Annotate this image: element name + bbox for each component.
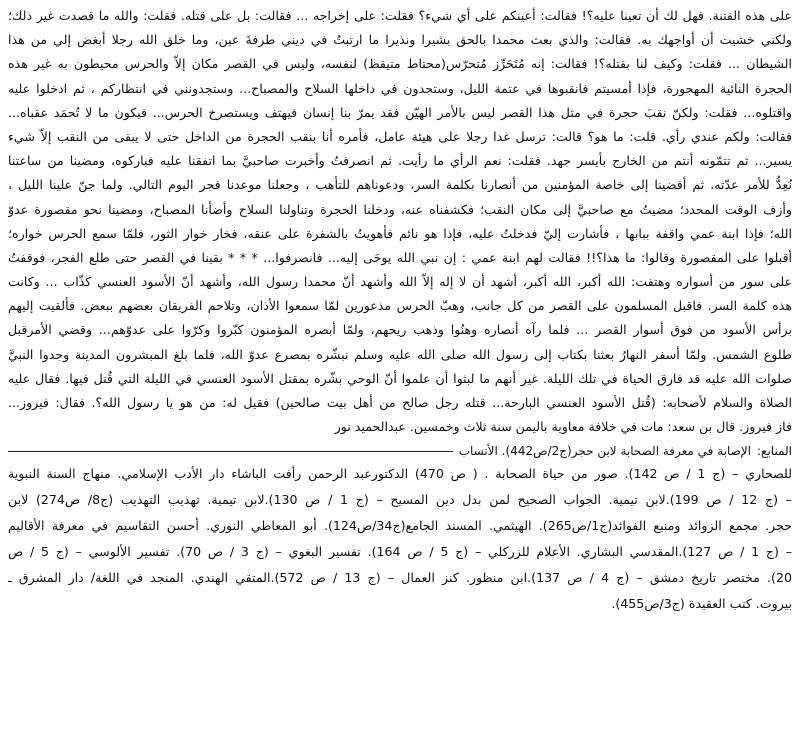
body-line: وأزف الوقت المحدد؛ مضيتُ مع صاحبيَّ إلى مكان النقب؛ فكشفناه عنه، ودخلنا الحجرة وتناولنا السلاح وأضأنا المصباح، ومضينا نحو مقصورة عدوّ — [8, 201, 792, 217]
body-line: الشيطان ... فقلت: وكيف لنا بقتله؟! فقالت: إنه مُتَحَرِّز مُتحرّس(محتاط متيقظ) لنفسه، وليس في القصر مكان إلاّ والحرس محيطون به غير هذه — [8, 56, 792, 72]
body-line: نُعِدُّ للأمر عدّته. ثم أفضينا إلى خاصة المؤمنين من أنصارنا بكلمة السر، ودعوناهم للتأهب ، وجعلنا موعدنا فجر اليوم التالي. ولما جنّ علينا الليل ، — [8, 177, 792, 193]
body-line: ولكني خشيت أن أواجهك به. فقالت: والذي بعث محمدا بالحق بشيرا ونذيرا ما ارتبتُ في ديني طرفةَ عين، وما خلق الله رجلا أبغض إلي من هذا — [8, 32, 792, 48]
body-line: واقتلوه... فقلت: ولكنّ نقبَ حجرة في مثل هذا القصر ليس بالأمر الهيّن فقد يمرّ بنا إنسان فيهتف ويستصرخ الحرس... فيكون ما لا تُحمَد عقباه... — [8, 104, 792, 120]
sources-divider — [8, 451, 453, 452]
source-line: – (ج 12 / ص 199).لابن تيمية. الجواب الصحيح لمن بدل دين المسيح – (ج 1 / ص 130).لابن تيمية. تهذيب التهذيب (ج8/ ص274) لابن — [8, 492, 792, 508]
body-line: برأس الأسود من فوق أسوار القصر ... فلما رآه أنصاره وهنُوا وذهب ريحهم، ولمّا أبصره المؤمنون كبّروا وكرّوا على عدوّهم... وقضي الأمرقبل — [8, 322, 792, 338]
body-line: الحجرة النائية المهجورة، فإذا أمسيتم فانقبوها في عتمة الليل، وستجدون في داخلها السلاح والمصباح... وستجدونني في انتظاركم ، ثم ادخلوا عليه — [8, 80, 792, 96]
body-line: يسير... ثم تتمّونه أنتم من الخارج بأيسر جهد. فقلت: نعم الرأي ما رأيت. ثم انصرفتُ وأخبرت صاحبيَّ بما اتفقنا عليه فباركوه، ومضينا من ساعتنا — [8, 153, 792, 169]
article-body — [8, 4, 792, 439]
sources-header — [8, 441, 792, 461]
sources-list — [8, 461, 792, 617]
sources-first-line: الإصابة في معرفة الصحابة لابن حجر(ج2/ص442). الأنساب — [458, 444, 752, 459]
source-line: بيروت. كتب العقيدة (ج3/ص455). — [611, 596, 792, 612]
body-line: صلوات الله عليه قد فارق الحياة في تلك الليلة. غير أنهم ما لبثوا أن علموا أنّ الوحي بشّره بمقتل الأسود العنسي في الليلة التي قُتل فيها. فقال عليه — [8, 370, 792, 386]
body-line: أقبلوا على المقصورة وقالوا: ما هذا؟!! فقالت لهم ابنة عمي : إن نبي الله يوحَى إليه... فانصرفوا... * * * بقينا في القصر حتى طلع الفجر، فوقفتُ — [8, 249, 792, 265]
source-line: للصحاري – (ج 1 / ص 142). صور من حياة الصحابة . ( ص 470) الدكتورعبد الرحمن رأفت الباشاء دار الأدب الإسلامي. منهاج السنة النبوية — [8, 466, 792, 482]
body-line: طلوع الشمس. ولمّا أسفر النهارُ بعثنا بكتاب إلى رسول الله صلى الله عليه وسلم نبشّره بمصرع عدوّ الله، فلما بلغ المبشرون المدينة وجدوا النبيَّ — [8, 346, 792, 362]
sources-label: المنابع: — [757, 444, 792, 459]
source-line: 20). مختصر تاريخ دمشق – (ج 4 / ص 137).ابن منظور. كنز العمال – (ج 13 / ص 572).المتقي الهندي. المنجد في اللغة/ دار المشرق ـ — [8, 570, 792, 586]
body-line-signature: فاز فيروز. قال بن سعد: مات في خلافة معاوية باليمن سنة ثلاث وخمسين. عبدالحميد نور — [334, 419, 792, 435]
body-line: هذه كلمة السر. فاقبل المسلمون على القصر من كل جانب، وهبّ الحرس مذعورين لمّا سمعوا الأذان، وتلاحم الفريقان بعضهم ببعض. فألقيت إليهم — [8, 298, 792, 314]
source-line: حجر. مجمع الزوائد ومنبع الفوائد(ج1/ص265). الهيثمي. المسند الجامع(ج34/ص124). أبو المعاطي النوري. أحسن التقاسيم في معرفة الأقاليم — [8, 518, 792, 534]
body-line: الصلاة والسلام لأصحابه: (قُتل الأسود العنسي البارحة... قتله رجل صالح من أهل بيت صالحين) فقيل له: من هو يا رسول الله؟. فقال: فيروز... — [8, 395, 792, 410]
body-line: على هذه الفتنة. فهل لك أن تعينا عليه؟! فقالت: أعينكم على أي شيء؟ فقلت: على إخراجه ... فقالت: بل على قتله. فقلت: والله ما قصدت غير ذلك؛ — [8, 8, 792, 23]
source-line: – (ج 1 / ص 127).المقدسي البشاري. الأعلام للزركلي – (ج 5 / ص 164). تفسير البغوي – (ج 3 / ص 70). تفسير الألوسي – (ج 5 / ص — [8, 544, 792, 560]
body-line: على سور من أسواره وهتفت: الله أكبر، الله أكبر، أشهد أن لا إله إلاّ الله وأشهد أنّ محمدا رسول الله، وأشهد أنّ الأسود العنسي كذّاب ... وكانت — [8, 274, 792, 290]
body-line: فقالت: ولكم عندي رأي. قلت: ما هو؟ قالت: ترسل غدا رجلا على هيئة عامل، فأمره أنا بنقب الحجرة من الداخل حتى لا يبقى من النقب إلاّ شيء — [8, 128, 792, 144]
body-line: الله؛ فإذا ابنة عمي واقفة ببابها ، فأشارت إليّ فدخلتُ عليه، فإذا هو نائم فأهويتُ بالشفرة على عنقه، فخار خوار الثور، فلمّا سمع الحرس خواره؛ — [8, 225, 792, 241]
